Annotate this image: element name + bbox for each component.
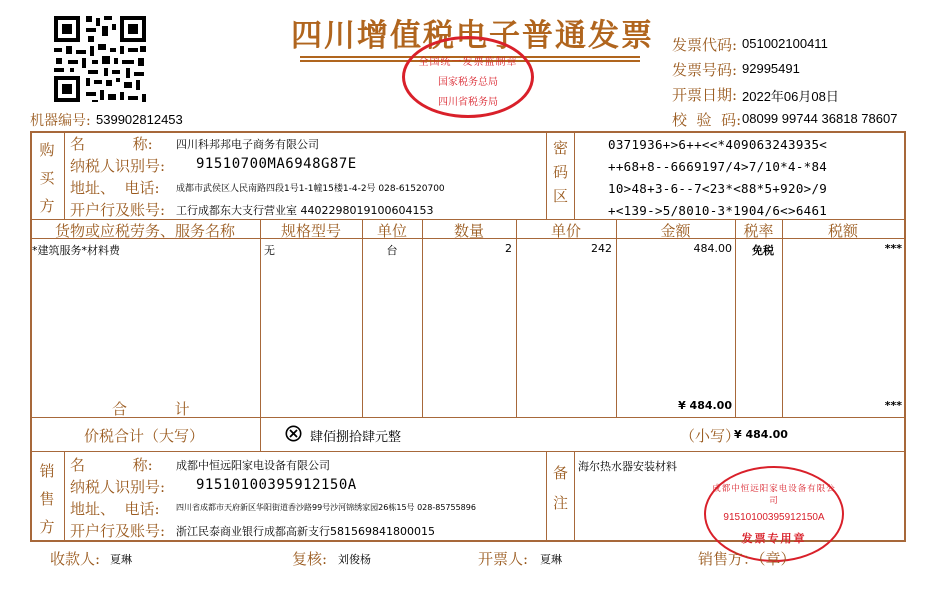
subtotal-amount: ¥ 484.00 [678,399,732,412]
cipher-line: 0371936+>6++<<*409063243935< [608,137,828,152]
invoice-number-label: 发票号码: [672,61,738,79]
buyer-name-label: 名 称: [70,135,153,153]
seller-name-value: 成都中恒远阳家电设备有限公司 [176,459,330,472]
header-spec: 规格型号 [280,222,341,240]
machine-number-label: 机器编号: [30,113,91,129]
seal-top-line3: 四川省税务局 [438,97,498,108]
buyer-section-label [32,136,62,220]
seller-address-value: 四川省成都市天府新区华阳街道香沙路99号沙河锦绣家园26栋15号 028-85755896 [176,503,476,512]
seal-top-line1: 全国统一发票监制章 [418,57,518,68]
seller-section-text: 销 售 方 [39,462,55,536]
remarks-divider-right [574,451,575,542]
item-quantity: 2 [505,242,512,255]
item-unit: 台 [386,244,398,257]
drawer-value: 夏琳 [540,553,562,566]
buyer-address-value: 成都市武侯区人民南路四段1号1-1幢15楼1-4-2号 028-61520700 [176,184,445,194]
machine-number-value: 539902812453 [96,112,183,127]
seller-taxid-value: 91510100395912150A [196,477,357,493]
invoice-code-value: 051002100411 [742,36,828,51]
seal-company-name: 成都中恒远阳家电设备有限公司 [712,484,836,506]
grand-total-words: 肆佰捌拾肆元整 [310,430,402,445]
seller-bank-value: 浙江民泰商业银行成都高新支行581569841800015 [176,525,435,538]
seal-label: 发票专用章 [741,532,807,545]
header-item-name: 货物或应税劳务、服务名称 [54,222,235,240]
row-divider-total [30,451,906,452]
cipher-section-label [547,136,574,208]
header-tax-amount: 税额 [827,222,858,240]
seller-taxid-label: 纳税人识别号: [70,478,166,496]
payee-label: 收款人: [50,550,101,568]
seller-section-label [32,457,62,541]
invoice-title: 四川增值税电子普通发票 [291,18,654,54]
item-name: *建筑服务*材料费 [32,244,120,257]
total-row-divider [260,417,261,451]
remarks-section-label [547,458,574,518]
buyer-section-text: 购 买 方 [39,141,55,215]
item-amount: 484.00 [693,242,732,255]
header-quantity: 数量 [453,222,484,240]
cipher-block [608,134,827,222]
cipher-divider-right [574,131,575,219]
header-tax-rate: 税率 [743,222,774,240]
buyer-taxid-value: 91510700MA6948G87E [196,156,357,172]
item-tax-amount: *** [884,242,902,255]
invoice-date-value: 2022年06月08日 [742,89,839,104]
grand-total-label: 价税合计（大写） [84,427,205,445]
buyer-taxid-label: 纳税人识别号: [70,157,166,175]
item-tax-rate: 免税 [752,244,774,257]
grand-total-small-label: （小写） [680,427,741,445]
tax-bureau-seal [402,36,534,118]
item-spec: 无 [264,244,275,257]
drawer-label: 开票人: [478,550,529,568]
col-divider-rate [735,219,736,417]
grand-total-small-value: ¥ 484.00 [734,428,788,441]
seller-name-label: 名 称: [70,456,153,474]
seller-address-label: 地址、 电话: [70,500,160,518]
item-unit-price: 242 [591,242,612,255]
reviewer-value: 刘俊杨 [338,553,371,566]
cipher-line: ++68+8--6669197/4>7/10*4-*84 [608,159,828,174]
header-unit: 单位 [376,222,407,240]
remarks-section-text: 备 注 [552,464,568,512]
circle-x-icon [285,425,302,442]
subtotal-label: 合 计 [112,400,190,418]
cipher-line: +<139->5/8010-3*1904/6<>6461 [608,203,828,218]
buyer-bank-label: 开户行及账号: [70,201,166,219]
reviewer-label: 复核: [292,550,328,568]
buyer-name-value: 四川科邦邦电子商务有限公司 [176,138,319,151]
seller-side-divider [64,451,65,542]
buyer-address-label: 地址、 电话: [70,179,160,197]
subtotal-tax: *** [884,399,902,412]
check-code-value: 08099 99744 36818 78607 [742,111,898,126]
buyer-bank-value: 工行成都东大支行营业室 4402298019100604153 [176,204,434,217]
cipher-section-text: 密 码 区 [552,139,568,205]
buyer-side-divider [64,131,65,219]
header-unit-price: 单价 [550,222,581,240]
cipher-line: 10>48+3-6--7<23*<88*5+920>/9 [608,181,828,196]
seal-top-line2: 国家税务总局 [438,77,498,88]
remarks-text: 海尔热水器安装材料 [578,460,677,473]
seller-stamp-label: 销售方：（章） [698,550,796,568]
invoice-date-label: 开票日期: [672,86,738,104]
col-divider-spec [260,219,261,417]
seal-taxid: 91510100395912150A [723,512,825,523]
header-amount: 金额 [660,222,691,240]
invoice-number-value: 92995491 [742,61,800,76]
seller-bank-label: 开户行及账号: [70,522,166,540]
check-code-label: 校 验 码: [672,111,742,129]
invoice-code-label: 发票代码: [672,36,738,54]
payee-value: 夏琳 [110,553,132,566]
